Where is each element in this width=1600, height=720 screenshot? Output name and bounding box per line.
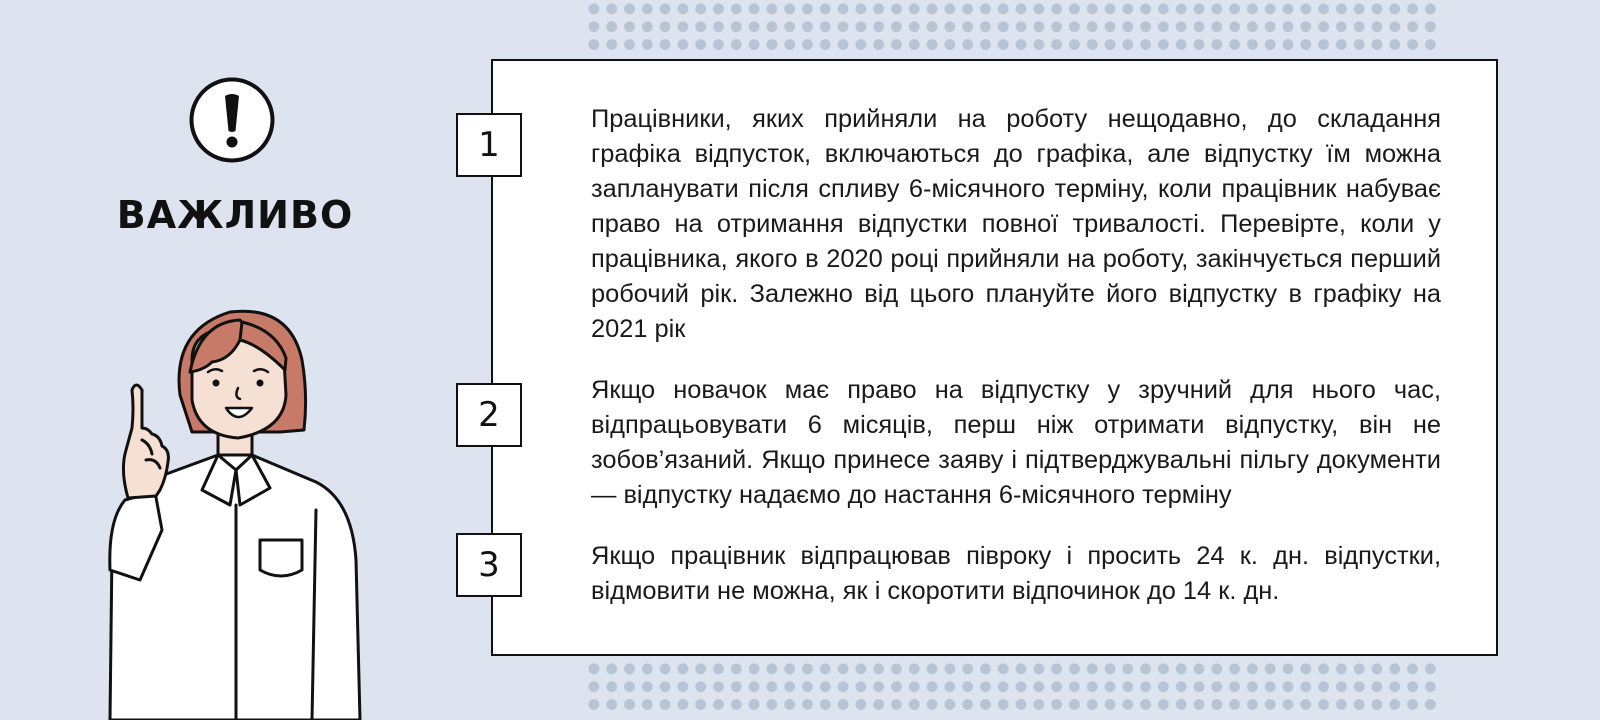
exclamation-circle-icon [189, 77, 275, 163]
item-text-3: Якщо працівник відпрацював півроку і просить 24 к. дн. відпустки, відмовити не можна, як і скоротити відпочинок до 14 к. дн. [591, 542, 1441, 605]
important-heading: ВАЖЛИВО [116, 193, 354, 237]
woman-pointing-illustration [80, 300, 380, 720]
item-number-1: 1 [456, 113, 522, 177]
item-number-2: 2 [456, 383, 522, 447]
decorative-dots-bottom [585, 660, 1440, 716]
decorative-dots-top [585, 0, 1440, 56]
item-text-1: Працівники, яких прийняли на роботу нещодавно, до складання графіка відпусток, включаються до графіка, але відпустку їм можна запланувати після спливу 6-місячного терміну, коли працівник набуває право на отримання відпустки повної тривалості. Перевірте, коли у працівника, якого в 2020 році прийняли на роботу, закінчується перший робочий рік. Залежно від цього плануйте його відпустку в графіку на 2021 рік [591, 105, 1441, 343]
item-text-2: Якщо новачок має право на відпустку у зручний для нього час, відпрацьовувати 6 місяців, перш ніж отримати відпустку, він не зобов’язаний. Якщо принесе заяву і підтверджувальні пільгу документи — відпустку надаємо до настання 6-місячного терміну [591, 376, 1441, 509]
item-number-3: 3 [456, 533, 522, 597]
